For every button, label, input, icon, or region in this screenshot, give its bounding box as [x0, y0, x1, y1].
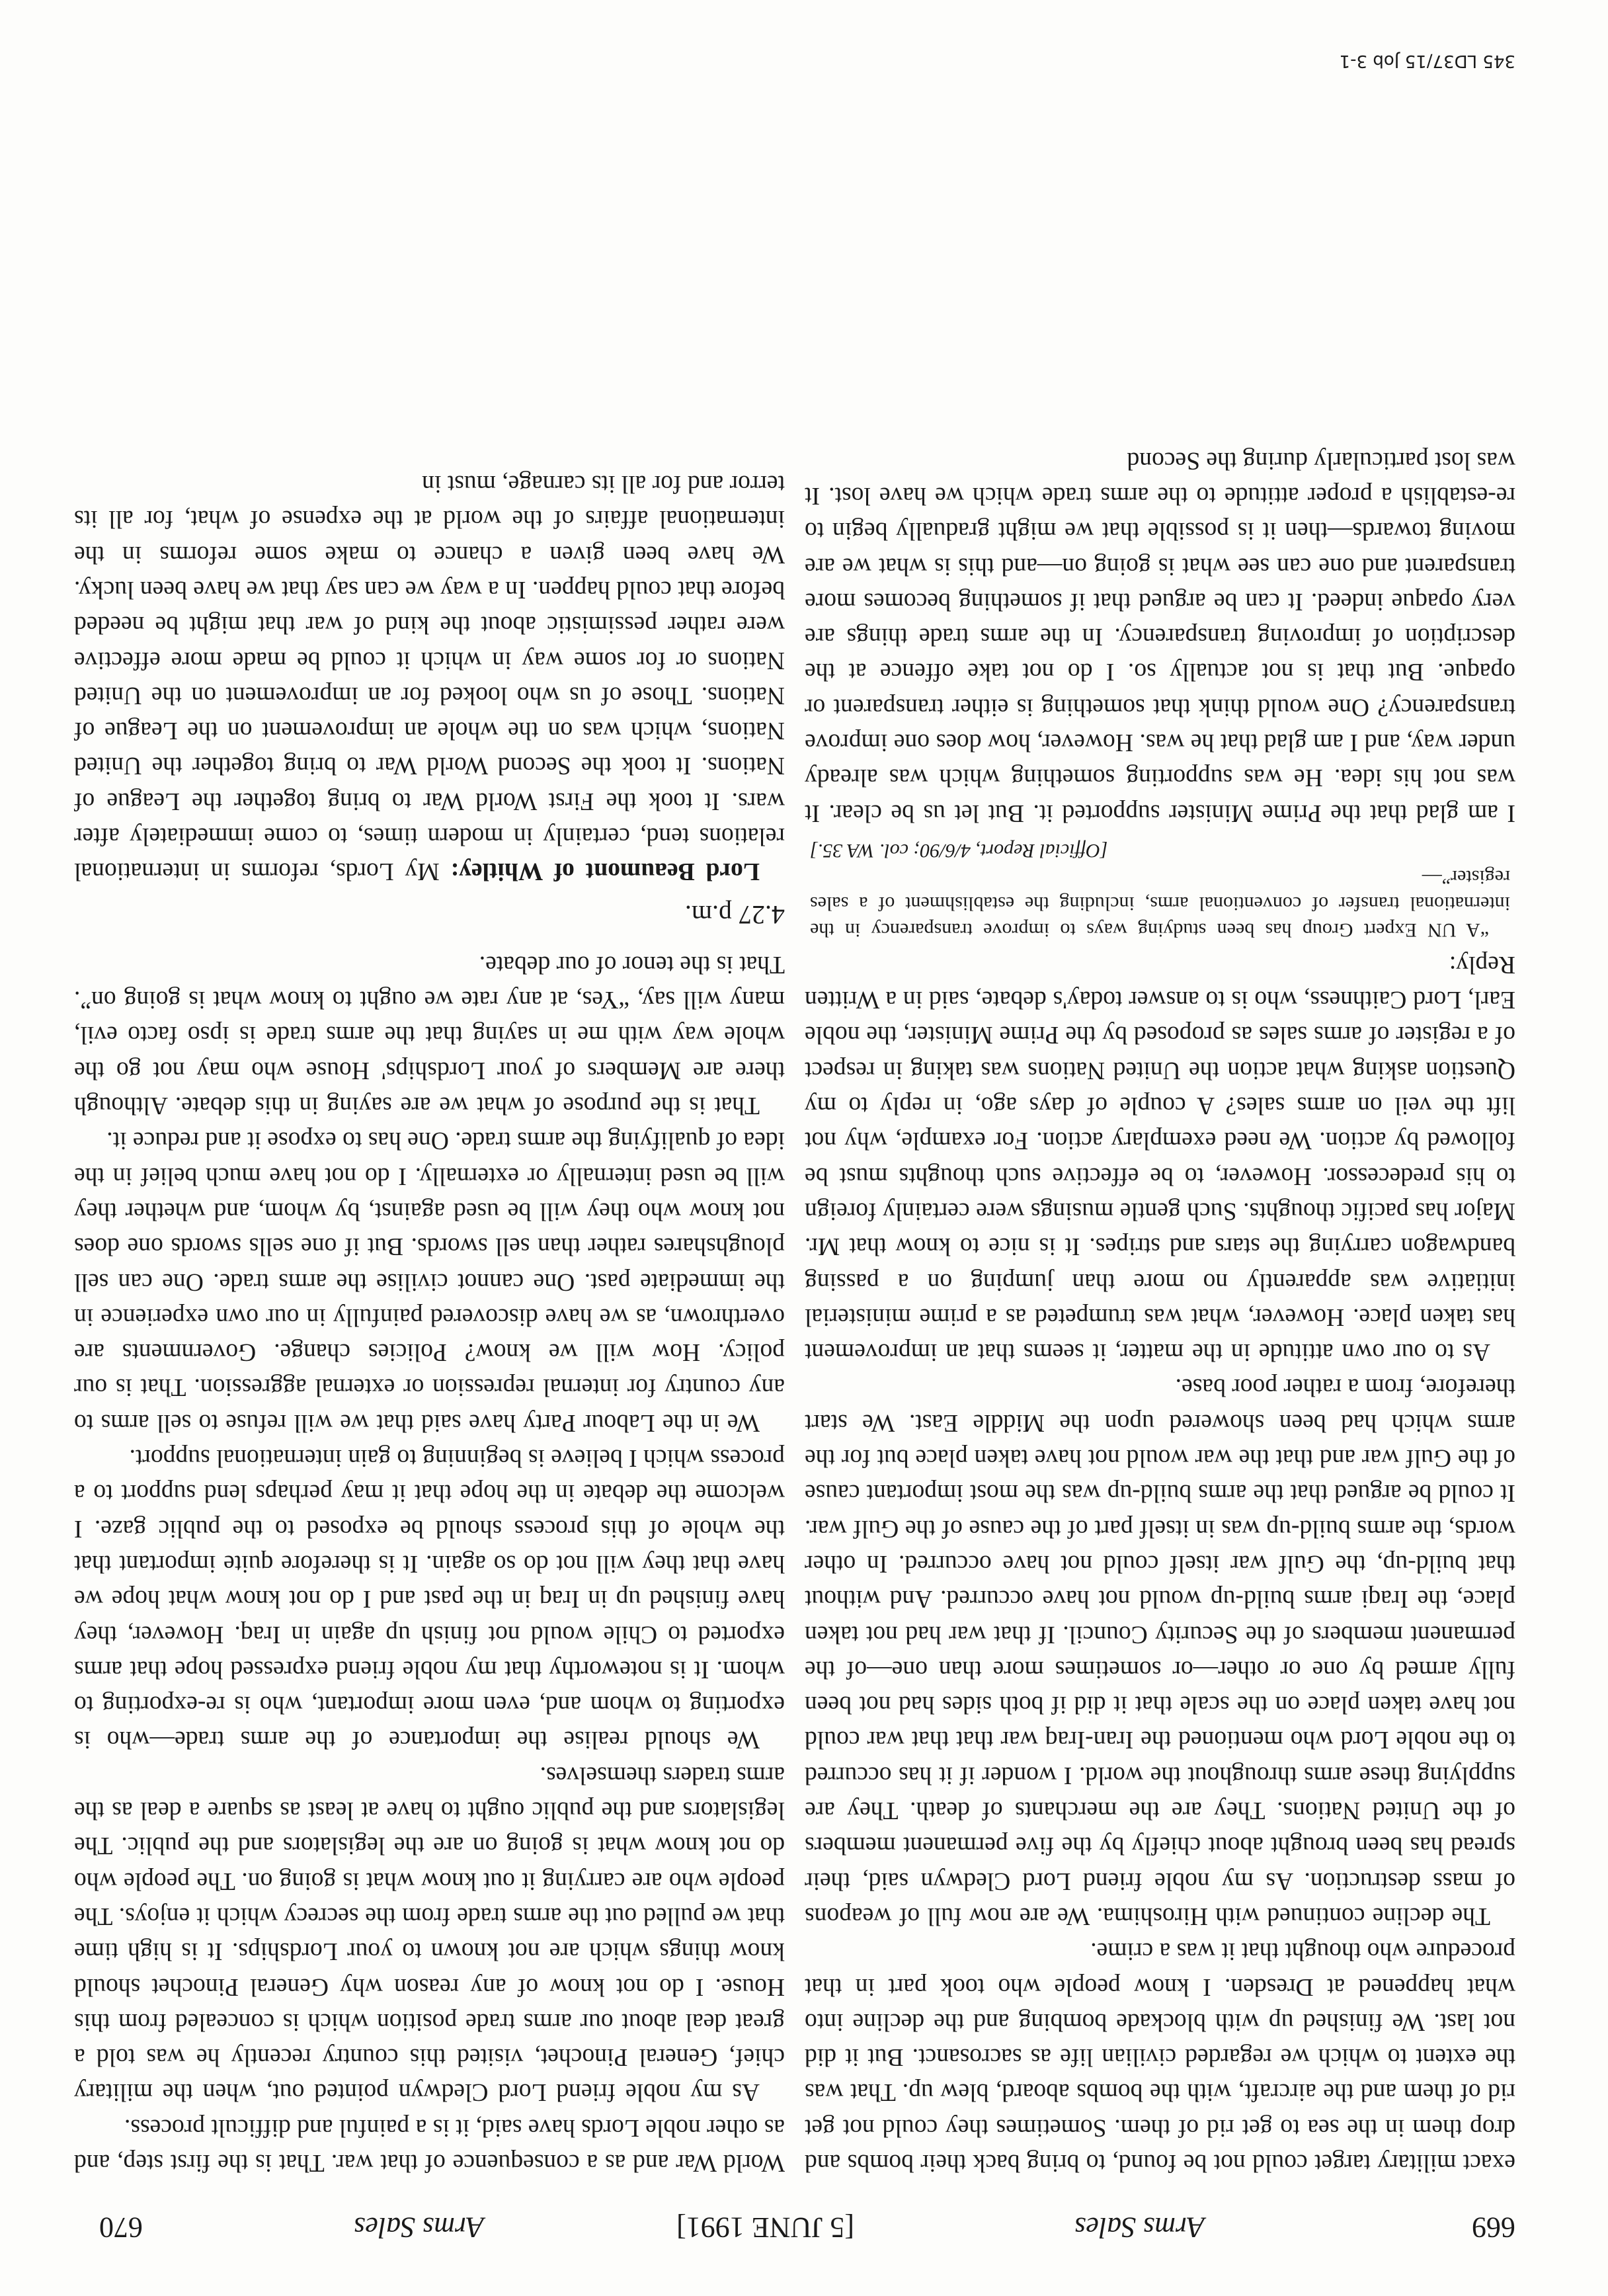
paragraph: The decline continued with Hiroshima. We are now full of weapons of mass destruction. As my noble friend Lord Cledwyn said, their spread has been brought about chiefly by the five permanent members of the United Nations. They are the merchants of death. They are supplying these arms throughout the world. I wonder if it has occurred to the noble Lord who mentioned the Iran-Iraq war that that war could not have taken place on the scale that it did if both sides had not been fully armed by one or other—or sometimes more than one—of the permanent members of the Security Council. If that war had not taken place, the Iraqi arms build-up would not have occurred. And without that build-up, the Gulf war itself could not have occurred. In other words, the arms build-up was in itself part of the cause of the Gulf war. It could be argued that the arms build-up was the most important cause of the Gulf war and that the war would not have taken place but for the arms which had been showered upon the Middle East. We start therefore, from a rather poor base.: [805, 1374, 1515, 1930]
page-header: [99, 2198, 1515, 2244]
paragraph: As my noble friend Lord Cledwyn pointed out, when the military chief, General Pinochet, visited this country recently he was told a great deal about our arms trade position which is concealed from this House. I do not know of any reason why General Pinochet should know things which are not known to your Lordships. It is high time that we pulled out the arms trade from the secrecy which it enjoys. The people who are carrying it out know what is going on. The people who do not know what is going on are the legislators and the public. The legislators and the public ought to have at least as square a deal as the arms traders themselves.: [74, 1761, 785, 2106]
quotation-text: “A UN Expert Group has been studying ways to improve transparency in the international transfer of conventional arms, including the establishment of a sales register”—: [810, 866, 1510, 941]
timestamp: 4.27 p.m.: [684, 899, 785, 930]
header-date: [5 JUNE 1991]: [676, 2211, 854, 2244]
print-code: 345 LD37/15 Job 3-1: [1339, 51, 1515, 71]
running-head-left: Arms Sales: [1074, 2211, 1205, 2244]
paragraph: World War and as a consequence of that war. That is the first step, and as other noble Lords have said, it is a painful and difficult process.: [74, 2113, 785, 2176]
citation: [Official Report, 4/6/90; col. WA 35.]: [810, 839, 1108, 862]
page-number-right: 670: [99, 2211, 143, 2244]
left-column: [805, 442, 1515, 2180]
speaker-name: Lord Beaumont of Whitley:: [450, 858, 760, 885]
paragraph: We should realise the importance of the arms trade—who is exporting to whom and, even more important, who is re-exporting to whom. It is noteworthy that my noble friend expressed hope that arms exported to Chile would not finish up again in Iraq. However, they have finished up in Iraq in the past and I do not know what hope we have that they will not do so again. It is therefore quite important that the whole of this process should be exposed to the public gaze. I welcome the debate in the hope that it may perhaps lend support to a process which I believe is beginning to gain international support.: [74, 1444, 785, 1754]
running-head-right: Arms Sales: [354, 2211, 484, 2244]
right-column: [74, 466, 785, 2180]
paragraph: exact military target could not be found, to bring back their bombs and drop them in the sea to get rid of them. Sometimes they could not get rid of them and the aircraft, with the bombs aboard, blew up. That was the extent to which we regarded civilian life as sacrosanct. But it did not last. We finished up with blockade bombing and the decline into what happened at Dresden. I know people who took part in that procedure who thought that it was a crime.: [805, 1938, 1515, 2176]
speech-text: My Lords, reforms in international relations tend, certainly in modern times, to come immediately after wars. It took the First World War to bring together the League of Nations. It took the Second World War to bring together the United Nations, which was on the whole an improvement on the League of Nations. Those of us who looked for an improvement on the United Nations or for some way in which it could be made more effective were rather pessimistic about the kind of war that might be needed before that could happen. In a way we can say that we have been lucky. We have been given a chance to make some reforms in the international affairs of the world at the expense of what, for all its terror and for all its carnage, must in: [74, 470, 785, 885]
paragraph: As to our own attitude in the matter, it seems that an improvement has taken place. However, what was trumpeted as a prime ministerial initiative was apparently no more than jumping on a passing bandwagon carrying the stars and stripes. It is nice to know that Mr. Major has pacific thoughts. Such gentle musings were certainly foreign to his predecessor. However, to be effective such thoughts must be followed by action. We need exemplary action. For example, why not lift the veil on arms sales? A couple of days ago, in reply to my Question asking what action the United Nations was taking in respect of a register of arms sales as proposed by the Prime Minister, the noble Earl, Lord Caithness, who is to answer today's debate, said in a Written Reply:: [805, 950, 1515, 1366]
quotation-block: [805, 837, 1515, 943]
paragraph: We in the Labour Party have said that we will refuse to sell arms to any country for internal repression or external aggression. That is our policy. How will we know? Policies change. Governments are overthrown, as we have discovered painfully in our own experience in the immediate past. One cannot civilise the arms trade. One can sell ploughshares rather than sell swords. But if one sells swords one does not know who they will be used against, by whom, and whether they will be used internally or externally. I do not have much belief in the idea of qualifying the arms trade. One has to expose it and reduce it.: [74, 1127, 785, 1436]
paragraph: I am glad that the Prime Minister supported it. But let us be clear. It was not his idea. He was supporting something which was already under way, and I am glad that he was. However, how does one improve transparency? One would think that something is either transparent or opaque. But that is not actually so. I do not take offence at the description of improving transparency. In the arms trade things are very opaque indeed. It can be argued that if something becomes more transparent and one can see what is going on—and this is what we are moving towards—then it is possible that we might gradually begin to re-establish a proper attitude to the arms trade which we have lost. It was lost particularly during the Second: [805, 446, 1515, 827]
paragraph: That is the purpose of what we are saying in this debate. Although there are Members of your Lordships' House who may not go the whole way with me in saying that the arms trade is ipso facto evil, many will say, “Yes, at any rate we ought to know what is going on”. That is the tenor of our debate.: [74, 950, 785, 1120]
page-number-left: 669: [1472, 2211, 1515, 2244]
